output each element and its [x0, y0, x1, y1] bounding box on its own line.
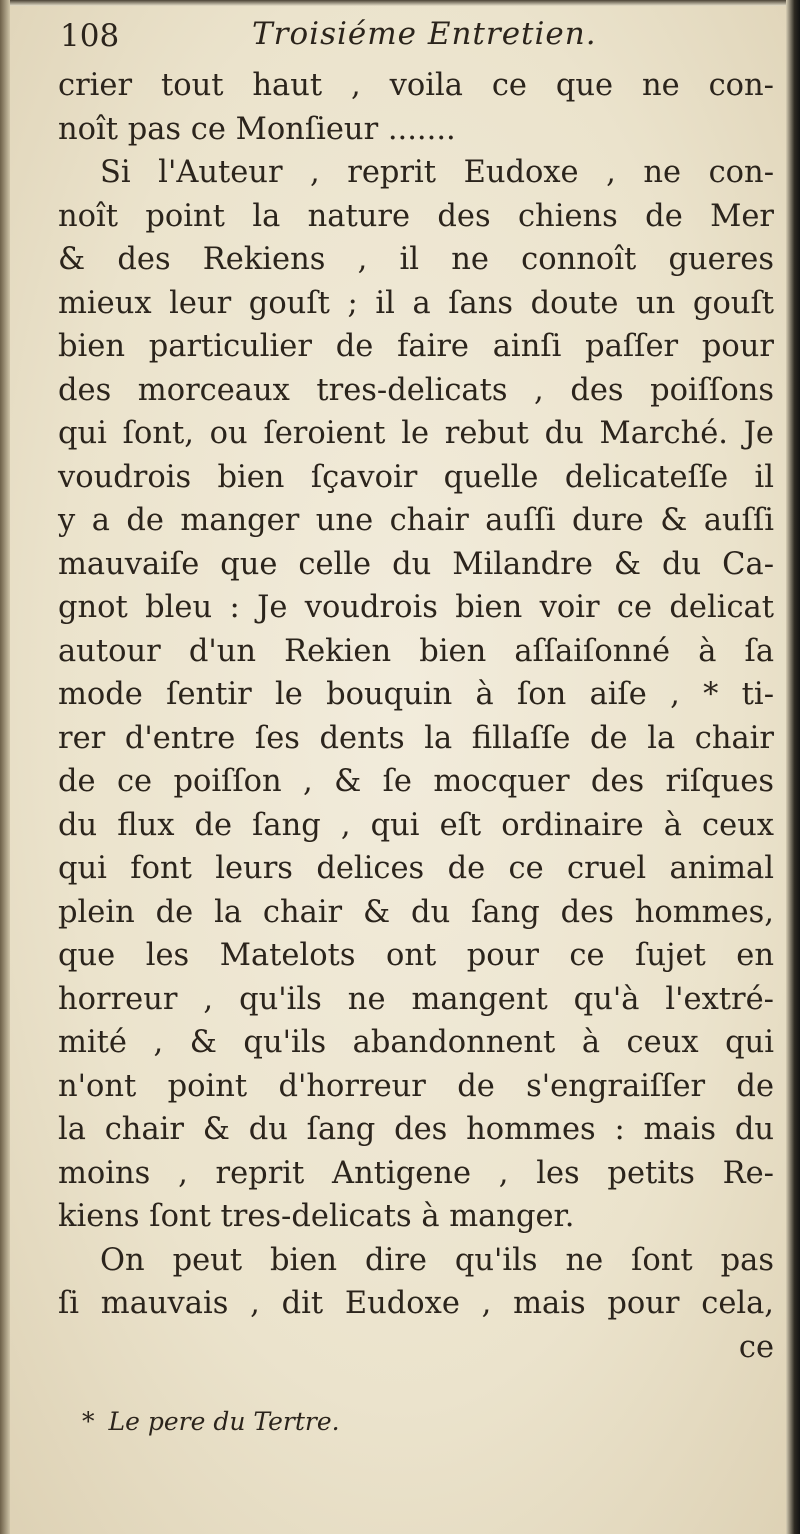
text-line: mieux leur gouſt ; il a ſans doute un gouſt — [58, 285, 774, 321]
text-line: gnot bleu : Je voudrois bien voir ce delicat — [58, 590, 774, 625]
text-line: mauvaiſe que celle du Milandre & du Ca- — [58, 546, 774, 582]
text-line: voudrois bien ſçavoir quelle delicateſſe il — [58, 459, 774, 495]
book-spine-shadow — [786, 0, 800, 1534]
text-line: des morceaux tres-delicats , des poiſſons — [58, 372, 774, 408]
text-line: ſi mauvais , dit Eudoxe , mais pour cela, — [58, 1286, 774, 1321]
text-line: de ce poiſſon , & ſe mocquer des riſques — [58, 764, 774, 799]
paragraph-start-line: Si l'Auteur , reprit Eudoxe , ne con- — [100, 155, 774, 190]
text-line: crier tout haut , voila ce que ne con- — [58, 68, 774, 103]
text-line: n'ont point d'horreur de s'engraiſſer de — [58, 1068, 774, 1104]
text-line: du flux de ſang , qui eſt ordinaire à ceux — [58, 807, 774, 843]
footnote — [82, 1407, 340, 1436]
text-line: noît pas ce Monſieur ....... — [58, 111, 456, 147]
page-number: 108 — [60, 18, 120, 54]
text-line: que les Matelots ont pour ce ſujet en — [58, 938, 774, 973]
text-line: la chair & du ſang des hommes : mais du — [58, 1112, 774, 1147]
text-line: & des Rekiens , il ne connoît gueres — [58, 242, 774, 277]
text-line: horreur , qu'ils ne mangent qu'à l'extré- — [58, 981, 774, 1017]
text-line: rer d'entre ſes dents la fillaſſe de la chair — [58, 720, 774, 756]
text-line: kiens ſont tres-delicats à manger. — [58, 1199, 575, 1234]
text-line: mode ſentir le bouquin à ſon aiſe , * ti- — [58, 677, 774, 712]
text-line: bien particulier de faire ainſi paſſer pour — [58, 329, 774, 364]
text-line: plein de la chair & du ſang des hommes, — [58, 894, 774, 930]
page-top-edge — [0, 0, 800, 6]
text-line: noît point la nature des chiens de Mer — [58, 198, 774, 234]
text-line: qui font leurs delices de ce cruel animal — [58, 851, 774, 886]
footnote-marker: * — [82, 1407, 95, 1436]
running-head — [60, 16, 760, 56]
catchword: ce — [738, 1329, 774, 1365]
paragraph-start-line: On peut bien dire qu'ils ne ſont pas — [100, 1242, 774, 1278]
page-left-edge — [0, 0, 10, 1534]
running-title: Troisiéme Entretien. — [252, 16, 597, 52]
footnote-text: Le pere du Tertre. — [108, 1407, 340, 1436]
text-line: moins , reprit Antigene , les petits Re- — [58, 1155, 774, 1191]
text-line: y a de manger une chair auſſi dure & auſſi — [58, 503, 774, 538]
text-line: autour d'un Rekien bien aſſaiſonné à ſa — [58, 633, 774, 669]
body-text — [58, 64, 774, 1369]
text-line: mité , & qu'ils abandonnent à ceux qui — [58, 1025, 774, 1060]
text-line: qui ſont, ou ſeroient le rebut du Marché. Je — [58, 416, 774, 451]
